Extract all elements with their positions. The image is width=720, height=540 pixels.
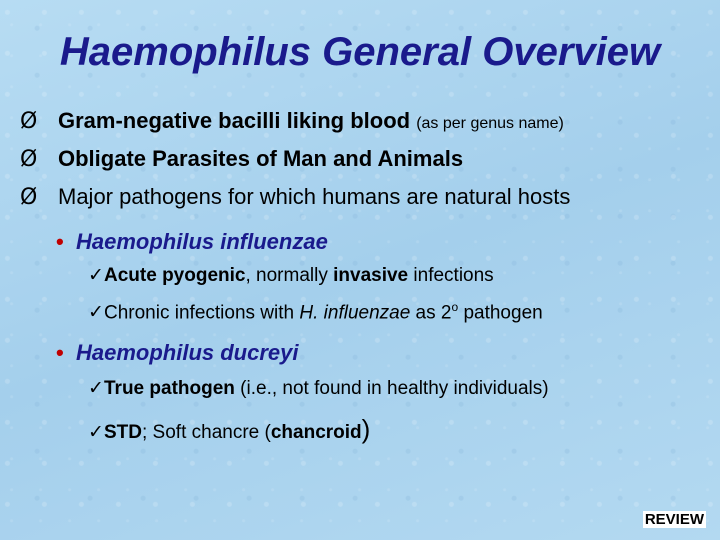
point-chronic-infections: ✓Chronic infections with H. influenzae as 2$^o$ pathogen	[88, 300, 543, 324]
check-icon: ✓	[88, 301, 104, 324]
check-icon: ✓	[88, 264, 104, 286]
species-name: Haemophilus ducreyi	[76, 340, 299, 365]
point-true-pathogen: ✓True pathogen (i.e., not found in healthy individuals)	[88, 377, 549, 399]
species-influenzae	[56, 229, 328, 255]
dot-bullet-icon: •	[56, 229, 64, 254]
slide-title: Haemophilus General Overview	[59, 30, 661, 74]
point-acute-pyogenic: ✓Acute pyogenic, normally invasive infections	[88, 264, 494, 286]
review-button[interactable]: REVIEW	[644, 511, 704, 528]
arrow-bullet-icon: Ø	[20, 109, 38, 134]
arrow-bullet-icon: Ø	[20, 185, 38, 210]
dot-bullet-icon: •	[56, 340, 64, 365]
arrow-bullet-icon: Ø	[20, 147, 38, 172]
bullet-note: (as per genus name)	[416, 115, 564, 132]
species-ducreyi	[56, 340, 299, 366]
bullet-gram-negative	[20, 108, 564, 134]
check-icon: ✓	[88, 377, 104, 399]
bullet-text: Major pathogens for which humans are natural hosts	[58, 184, 571, 209]
bullet-major-pathogens	[20, 184, 570, 210]
check-icon: ✓	[88, 421, 104, 443]
bullet-text: Obligate Parasites of Man and Animals	[58, 146, 464, 171]
bullet-text: Gram-negative bacilli liking blood	[58, 108, 411, 133]
bullet-obligate-parasites	[20, 146, 463, 172]
species-name: Haemophilus influenzae	[76, 229, 328, 254]
point-std-chancroid: ✓STD; Soft chancre (chancroid)	[88, 414, 371, 444]
